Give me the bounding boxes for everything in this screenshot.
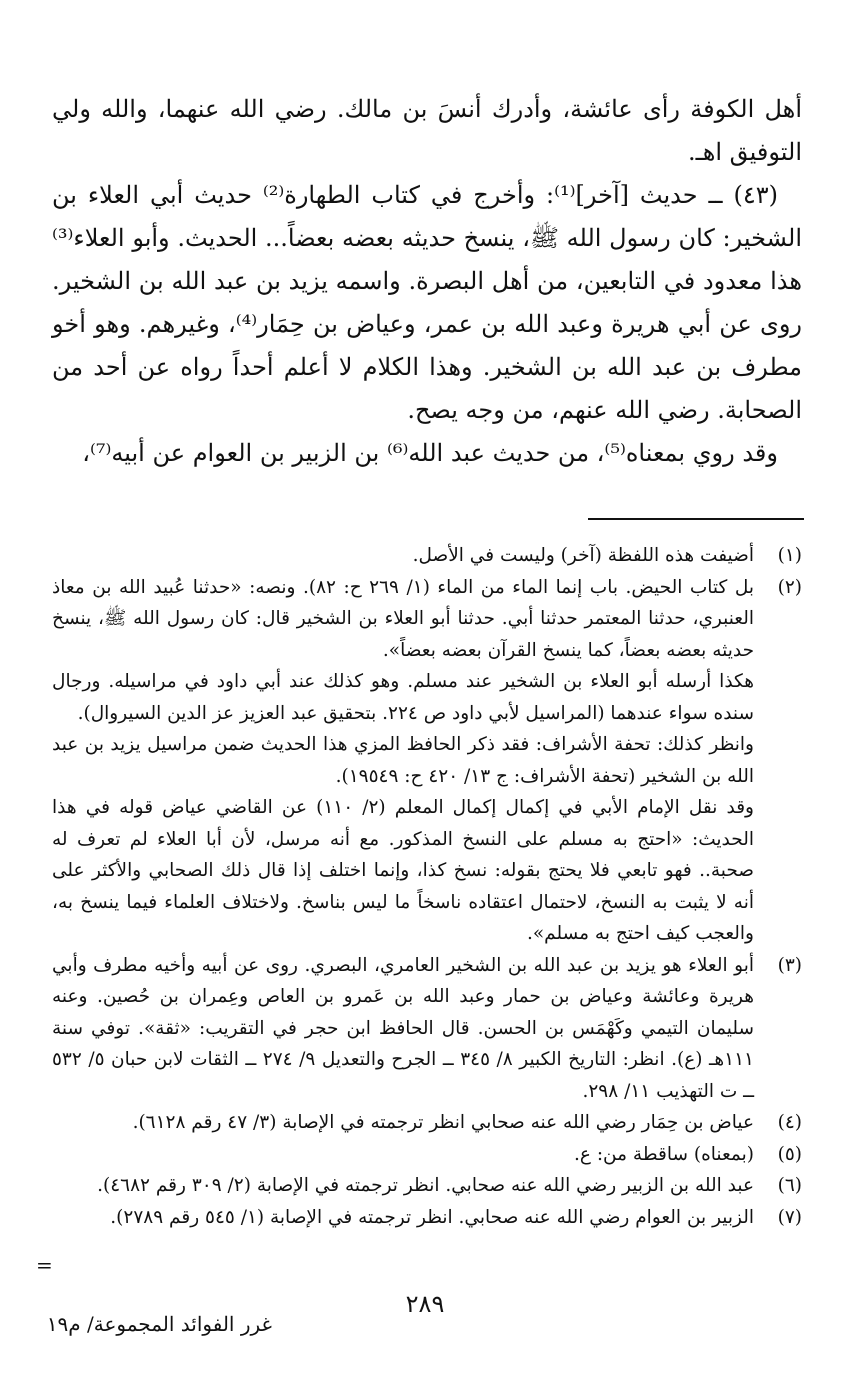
footnote [52, 540, 802, 572]
footnote-number: (٦) [777, 1175, 802, 1196]
footnote [52, 950, 802, 1108]
footnote [52, 1202, 802, 1234]
footnote-text: وقد نقل الإمام الأبي في إكمال إكمال المعلم (٢/ ١١٠) عن القاضي عياض قوله في هذا الحديث: «احتج به مسلم على النسخ المذكور. مع أنه مرسل، لأن أبا العلاء لم تعرف له صحبة.. فهو تابعي فلا يحتج بقوله: نسخ كذا، وإنما اختلف إذا قال ذلك الصحابي والأكثر على أنه لا يثبت به النسخ، لاحتمال اعتقاده ناسخاً ما ليس بناسخ. ولاختلاف العلماء فيما ينسخ به، والعجب كيف احتج به مسلم». [52, 797, 754, 944]
footnote-number: (٧) [777, 1206, 802, 1228]
footnote [52, 1139, 802, 1171]
footnote-text: هكذا أرسله أبو العلاء بن الشخير عند مسلم. وهو كذلك عند أبي داود في مراسيله. ورجال سنده سواء عندهما (المراسيل لأبي داود ص ٢٢٤. بتحقيق عبد العزيز عز الدين السيروال). [52, 671, 754, 724]
footnote-separator [588, 518, 804, 520]
footnotes [52, 540, 802, 1233]
footnote-number: (٢) [777, 576, 802, 598]
continuation-mark: = [36, 1253, 53, 1277]
footnote [52, 1170, 802, 1202]
page-number: ٢٨٩ [405, 1290, 445, 1318]
running-footer: غرر الفوائد المجموعة/ م١٩ [46, 1312, 272, 1336]
footnote-number: (٤) [777, 1112, 802, 1133]
footnote-text: أبو العلاء هو يزيد بن عبد الله بن الشخير العامري، البصري. روى عن أبيه وأخيه مطرف وأبي هريرة وعائشة وعياض بن حمار وعبد الله بن عَمرو بن العاص وعِمران بن حُصين. وعنه سليمان التيمي وكَهْمَس بن الحسن. قال الحافظ ابن حجر في التقريب: «ثقة». توفي سنة ١١١هـ (ع). انظر: التاريخ الكبير ٨/ ٣٤٥ ــ الجرح والتعديل ٩/ ٢٧٤ ــ الثقات لابن حبان ٥/ ٥٣٢ ــ ت التهذيب ١١/ ٢٩٨. [52, 954, 754, 1102]
footnote-number: (٥) [777, 1143, 802, 1165]
footnote-text: عياض بن حِمَار رضي الله عنه صحابي انظر ترجمته في الإصابة (٣/ ٤٧ رقم ٦١٢٨). [132, 1112, 754, 1133]
footnote [52, 1107, 802, 1139]
footnote [52, 572, 802, 950]
footnote-text: عبد الله بن الزبير رضي الله عنه صحابي. انظر ترجمته في الإصابة (٢/ ٣٠٩ رقم ٤٦٨٢). [97, 1175, 754, 1196]
footnote-text: الزبير بن العوام رضي الله عنه صحابي. انظر ترجمته في الإصابة (١/ ٥٤٥ رقم ٢٧٨٩). [110, 1206, 754, 1228]
main-paragraph-1: أهل الكوفة رأى عائشة، وأدرك أنسَ بن مالك. رضي الله عنهما، والله ولي التوفيق اهـ. [52, 95, 802, 166]
main-paragraph-3: وقد روي بمعناه⁽⁵⁾، من حديث عبد الله⁽⁶⁾ بن الزبير بن العوام عن أبيه⁽⁷⁾، [82, 439, 778, 467]
footnote-text: وانظر كذلك: تحفة الأشراف: فقد ذكر الحافظ المزي هذا الحديث ضمن مراسيل يزيد بن عبد الله بن الشخير (تحفة الأشراف: ج ١٣/ ٤٢٠ ح: ١٩٥٤٩). [52, 734, 754, 787]
footnote-number: (١) [777, 545, 802, 566]
main-paragraph-2: (٤٣) ــ حديث [آخر]⁽¹⁾: وأخرج في كتاب الطهارة⁽²⁾ حديث أبي العلاء بن الشخير: كان رسول الله ﷺ، ينسخ حديثه بعضه بعضاً... الحديث. وأبو العلاء⁽³⁾ هذا معدود في التابعين، من أهل البصرة. واسمه يزيد بن عبد الله بن الشخير. روى عن أبي هريرة وعبد الله بن عمر، وعياض بن حِمَار⁽⁴⁾، وغيرهم. وهو أخو مطرف بن عبد الله بن الشخير. وهذا الكلام لا أعلم أحداً رواه عن أحد من الصحابة. رضي الله عنهم، من وجه يصح. [52, 181, 803, 424]
footnote-text: (بمعناه) ساقطة من: ع. [574, 1143, 754, 1165]
main-text [52, 88, 802, 475]
footnote-number: (٣) [777, 954, 802, 976]
footnote-text: أضيفت هذه اللفظة (آخر) وليست في الأصل. [412, 545, 754, 566]
footnote-text: بل كتاب الحيض. باب إنما الماء من الماء (١/ ٢٦٩ ح: ٨٢). ونصه: «حدثنا عُبيد الله بن معاذ العنبري، حدثنا المعتمر حدثنا أبي. حدثنا أبو العلاء بن الشخير قال: كان رسول الله ﷺ، ينسخ حديثه بعضه بعضاً، كما ينسخ القرآن بعضه بعضاً». [52, 576, 755, 661]
